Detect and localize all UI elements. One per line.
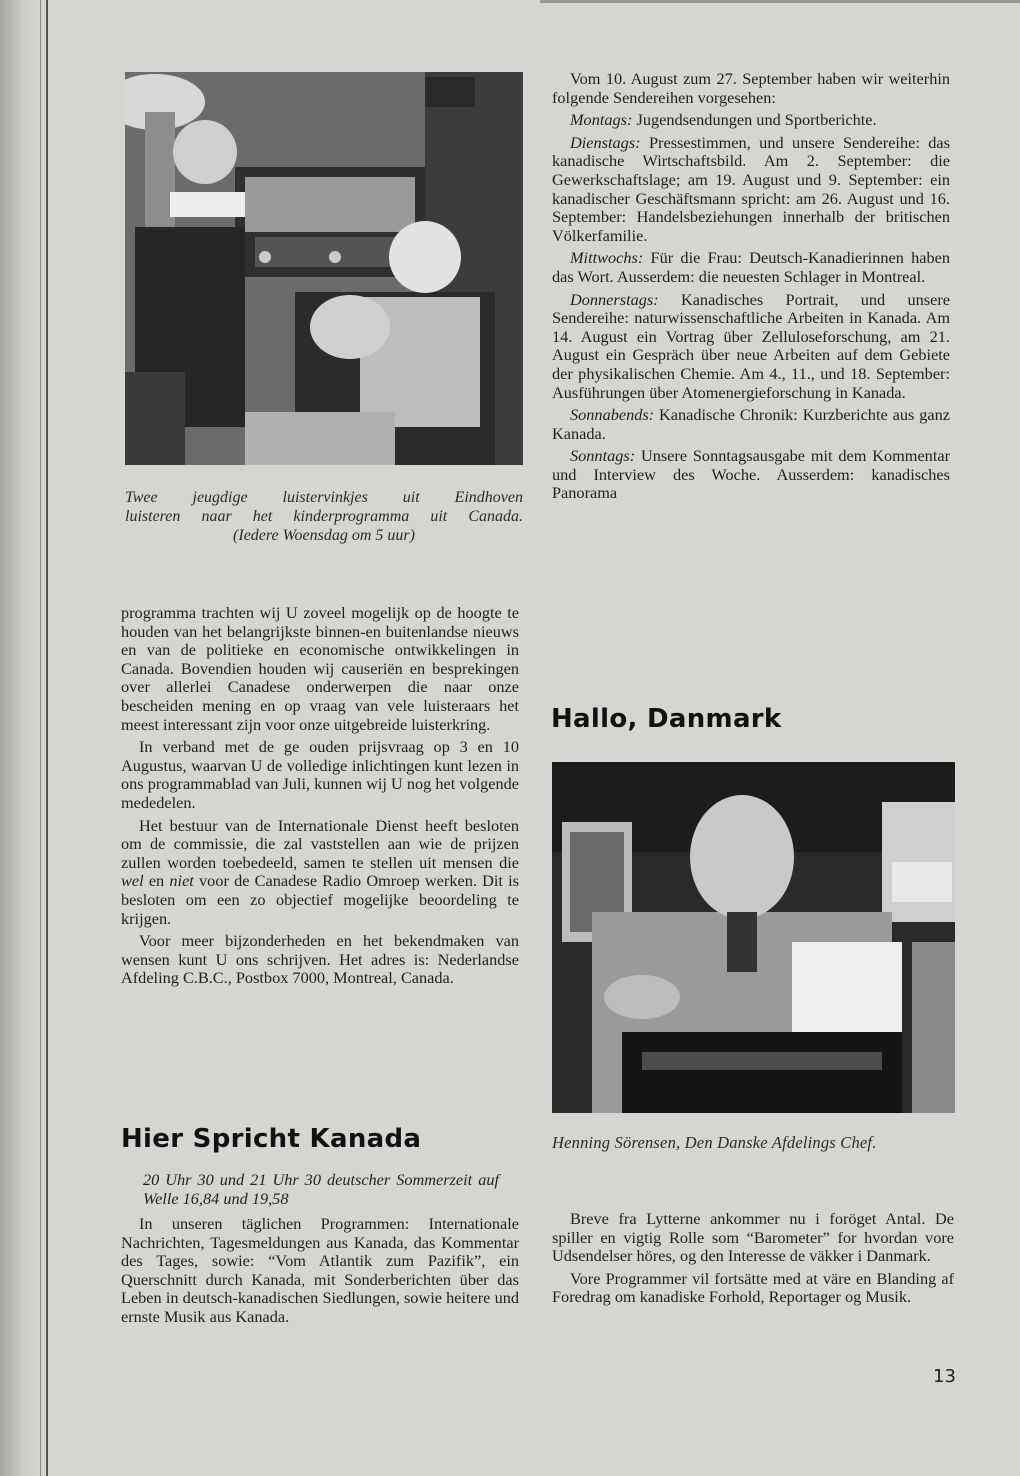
- dutch-p3-niet: niet: [169, 871, 194, 891]
- schedule-text: Kanadische Chronik: Kurzberichte aus ganz Kanada.: [552, 405, 950, 443]
- caption-line-1: Twee jeugdige luistervinkjes uit Eindhoven: [125, 489, 523, 506]
- schedule-text: Jugendsendungen und Sportberichte.: [632, 110, 877, 130]
- photo1-caption: [125, 488, 523, 545]
- top-edge-rule: [540, 0, 1020, 3]
- schedule-day: Sonnabends:: [570, 405, 655, 425]
- binding-line: [46, 0, 48, 1476]
- schedule-item-donnerstags: [552, 291, 950, 403]
- schedule-item-mittwochs: [552, 249, 950, 286]
- caption-line-2: luisteren naar het kinderprogramma uit Canada.: [125, 508, 523, 525]
- german-paragraph: In unseren täglichen Programmen: Internationale Nachrichten, Tagesmeldungen aus Kanada, das Kommentar des Tages, sowie: “Vom Atlantik zum Pazifik”, ein Querschnitt durch Kanada, mit Sonderberichten über das Leben in deutsch-kanadischen Siedlungen, sowie heitere und ernste Musik aus Kanada.: [121, 1214, 519, 1326]
- danish-photo-caption: Henning Sörensen, Den Danske Afdelings Chef.: [552, 1133, 877, 1152]
- dutch-p3-part-b: en: [143, 871, 170, 891]
- schedule-day: Montags:: [570, 110, 633, 130]
- schedule-text: Kanadisches Portrait, und unsere Sendereihe: naturwissenschaftliche Arbeiten in Kanada. Am 14. August ein Vortrag über Zelluloseforschung, am 21. August ein Gespräch über neue Arbeiten auf dem Gebiete der physikalischen Chemie. Am 4., 11., und 18. September: Ausführungen über Atomenergieforschung in Kanada.: [552, 289, 950, 402]
- schedule-list: [552, 70, 950, 507]
- german-heading: Hier Spricht Kanada: [121, 1124, 422, 1154]
- dutch-paragraph-3: [121, 817, 519, 929]
- schedule-text: Pressestimmen, und unsere Sendereihe: das kanadische Wirtschaftsbild. Am 2. September: die Gewerkschaftslage; am 19. August und 9. September: ein kanadischer Geschäftsmann spricht: am 26. August und 16. September: Handelsbeziehungen innerhalb der britischen Völkerfamilie.: [552, 132, 950, 245]
- dutch-p3-wel: wel: [121, 871, 144, 891]
- dutch-article: [121, 604, 519, 992]
- schedule-day: Donnerstags:: [570, 289, 659, 309]
- schedule-day: Sonntags:: [570, 446, 636, 466]
- page-number: 13: [933, 1366, 956, 1387]
- children-radio-photo: [125, 72, 523, 465]
- schedule-item-montags: [552, 111, 950, 130]
- binding-line-outer: [40, 0, 41, 1476]
- danish-article: [552, 1210, 954, 1311]
- dutch-paragraph-1: programma trachten wij U zoveel mogelijk op de hoogte te houden van het belangrijkste binnen-en buitenlandse nieuws en van de politieke en economische ontwikkelingen in Canada. Bovendien houden wij causeriën en besprekingen over allerlei Canadese onderwerpen die naar onze bescheiden mening en op vraag van vele luisteraars het meest interessant zijn voor onze uitgebreide luisterkring.: [121, 603, 519, 734]
- schedule-day: Dienstags:: [570, 132, 641, 152]
- schedule-intro: Vom 10. August zum 27. September haben wir weiterhin folgende Sendereihen vorgesehen:: [552, 69, 950, 107]
- schedule-text: Unsere Sonntagsausgabe mit dem Kommentar und Interview des Woche. Ausserdem: kanadisches Panorama: [552, 446, 950, 503]
- schedule-text: Für die Frau: Deutsch-Kanadierinnen haben das Wort. Ausserdem: die neuesten Schlager in Montreal.: [552, 248, 950, 286]
- german-article: [121, 1215, 519, 1331]
- danish-heading: Hallo, Danmark: [551, 704, 782, 734]
- schedule-item-sonntags: [552, 447, 950, 503]
- dutch-p3-part-a: Het bestuur van de Internationale Dienst heeft besloten om de commissie, die zal vaststellen aan wie de prijzen zullen worden toebedeeld, samen te stellen uit mensen die: [121, 815, 519, 872]
- dutch-p3-part-c: voor de Canadese Radio Omroep werken. Dit is besloten om een zo objectief mogelijke beoordeling te krijgen.: [121, 871, 519, 928]
- caption-line-3: (Iedere Woensdag om 5 uur): [233, 527, 415, 544]
- schedule-item-sonnabends: [552, 406, 950, 443]
- german-subhead: 20 Uhr 30 und 21 Uhr 30 deutscher Sommerzeit auf Welle 16,84 und 19,58: [143, 1170, 499, 1208]
- danish-paragraph-2: Vore Programmer vil fortsätte med at väre en Blanding af Foredrag om kanadiske Forhold, Reportager og Musik.: [552, 1268, 954, 1307]
- danish-paragraph-1: Breve fra Lytterne ankommer nu i foröget Antal. De spiller en vigtig Rolle som “Barometer” for hvordan vore Udsendelser höres, og den Interesse de väkker i Danmark.: [552, 1209, 954, 1266]
- dutch-paragraph-4: Voor meer bijzonderheden en het bekendmaken van wensen kunt U ons schrijven. Het adres is: Nederlandse Afdeling C.B.C., Postbox 7000, Montreal, Canada.: [121, 931, 519, 988]
- schedule-item-dienstags: [552, 134, 950, 246]
- schedule-day: Mittwochs:: [570, 248, 644, 268]
- dutch-paragraph-2: In verband met de ge ouden prijsvraag op 3 en 10 Augustus, waarvan U de volledige inlichtingen kunt lezen in ons programmablad van Juli, kunnen wij U nog het volgende mededelen.: [121, 737, 519, 812]
- man-typewriter-photo: [552, 762, 955, 1113]
